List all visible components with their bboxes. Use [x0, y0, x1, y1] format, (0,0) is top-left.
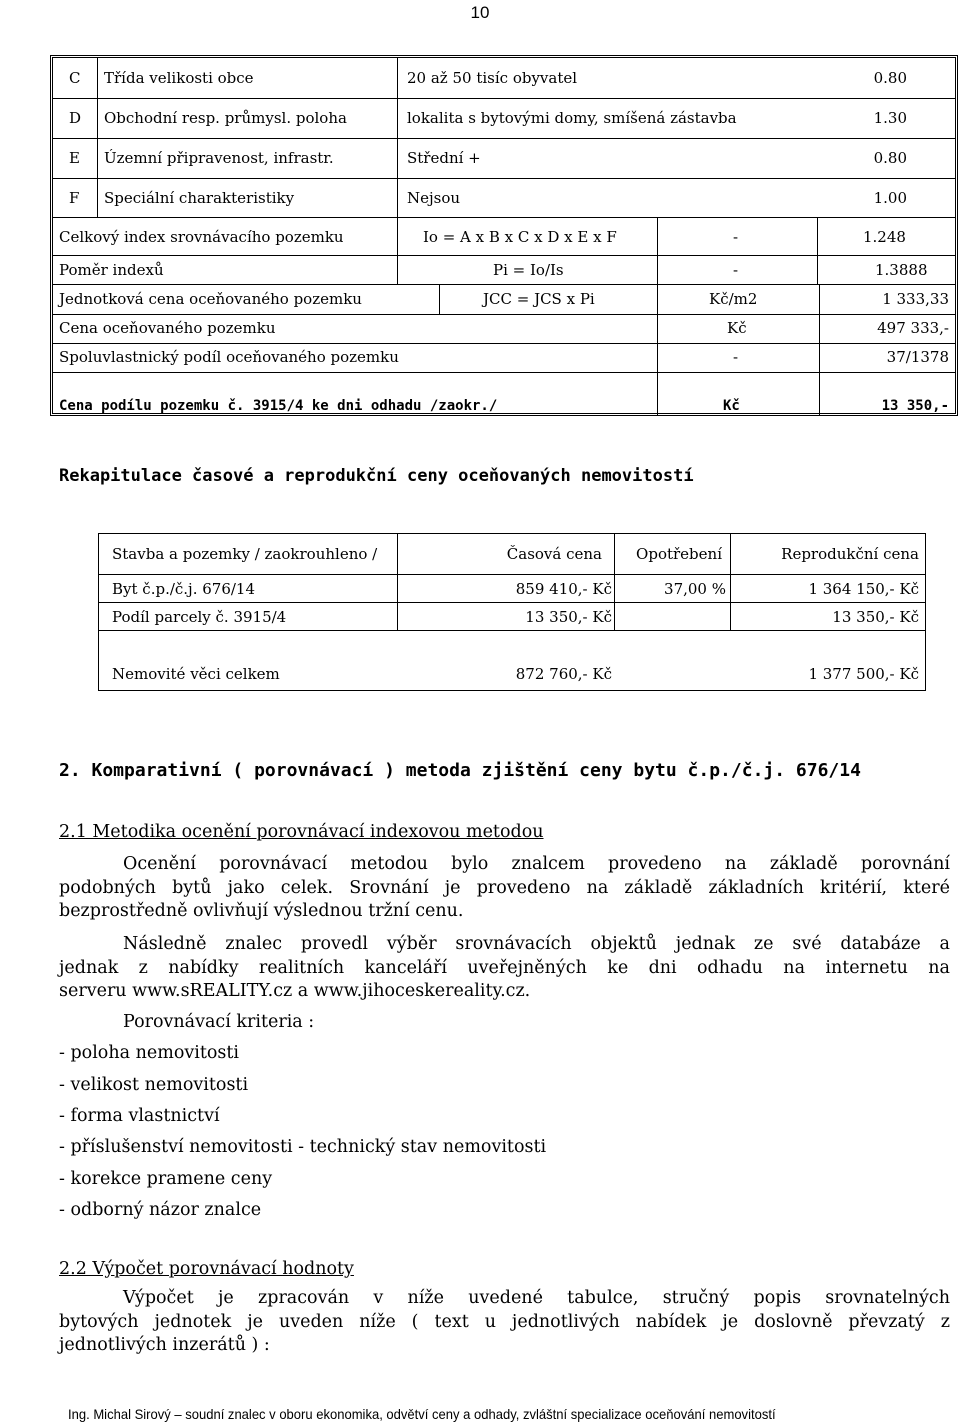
- row-label: Územní připravenost, infrastr.: [104, 149, 334, 167]
- share-value: 37/1378: [886, 348, 949, 366]
- recap-cell: 37,00 %: [664, 580, 726, 598]
- recap-cell: 13 350,- Kč: [525, 608, 612, 626]
- section-2-heading: 2. Komparativní ( porovnávací ) metoda zjištění ceny bytu č.p./č.j. 676/14: [59, 760, 861, 781]
- recap-table: [98, 533, 926, 691]
- paragraph-2: [59, 933, 950, 1004]
- total-index-label: Celkový index srovnávacího pozemku: [59, 228, 344, 246]
- unit-price-unit: Kč/m2: [709, 290, 758, 308]
- row-value: 0.80: [873, 149, 907, 167]
- text-line: Následně znalec provedl výběr srovnávacích objektů jednak ze své databáze a: [123, 934, 950, 954]
- recap-cell: 859 410,- Kč: [515, 580, 612, 598]
- total-index-value: 1.248: [863, 228, 906, 246]
- share-label: Spoluvlastnický podíl oceňovaného pozemku: [59, 348, 399, 366]
- criteria-item: - velikost nemovitosti: [59, 1075, 249, 1095]
- row-label: Obchodní resp. průmysl. poloha: [104, 109, 347, 127]
- unit-price-value: 1 333,33: [882, 290, 949, 308]
- index-table: [50, 55, 958, 416]
- criteria-title: Porovnávací kriteria :: [123, 1012, 315, 1032]
- row-label: Speciální charakteristiky: [104, 189, 295, 207]
- text-line: Ocenění porovnávací metodou bylo znalcem provedeno na základě porovnání: [123, 854, 950, 874]
- row-code: D: [69, 109, 82, 127]
- row-value: 1.00: [873, 189, 907, 207]
- ratio-label: Poměr indexů: [59, 261, 164, 279]
- text-line: jednotlivých inzerátů ) :: [59, 1335, 270, 1355]
- recap-total-repro-price: 1 377 500,- Kč: [808, 665, 919, 683]
- row-value: 1.30: [873, 109, 907, 127]
- row-value: 0.80: [873, 69, 907, 87]
- criteria-item: - příslušenství nemovitosti - technický stav nemovitosti: [59, 1137, 547, 1157]
- text-line: serveru www.sREALITY.cz a www.jihoceskereality.cz.: [59, 981, 531, 1001]
- row-desc: lokalita s bytovými domy, smíšená zástavba: [407, 109, 737, 127]
- row-code: E: [69, 149, 80, 167]
- text-line: podobných bytů jako celek. Srovnání je provedeno na základě základních kritérií, které: [59, 877, 950, 898]
- row-label: Třída velikosti obce: [104, 69, 254, 87]
- row-desc: Střední +: [407, 149, 481, 167]
- unit-price-label: Jednotková cena oceňovaného pozemku: [59, 290, 362, 308]
- row-code: C: [69, 69, 81, 87]
- ratio-unit: -: [733, 261, 739, 279]
- recap-header: Reprodukční cena: [781, 545, 919, 563]
- recap-header: Opotřebení: [636, 545, 722, 563]
- share-price-value: 13 350,-: [881, 398, 949, 414]
- page-footer: Ing. Michal Sirový – soudní znalec v oboru ekonomika, odvětví ceny a odhady, zvláštní specializace oceňování nemovitostí: [68, 1406, 776, 1422]
- recap-cell: Podíl parcely č. 3915/4: [112, 608, 287, 626]
- recap-cell: 13 350,- Kč: [832, 608, 919, 626]
- row-desc: Nejsou: [407, 189, 461, 207]
- land-price-value: 497 333,-: [877, 319, 949, 337]
- land-price-unit: Kč: [727, 319, 747, 337]
- recap-cell: Byt č.p./č.j. 676/14: [112, 580, 256, 598]
- row-desc: 20 až 50 tisíc obyvatel: [407, 69, 578, 87]
- section-2-1-title: 2.1 Metodika ocenění porovnávací indexovou metodou: [59, 822, 544, 842]
- row-code: F: [69, 189, 80, 207]
- recap-total-label: Nemovité věci celkem: [112, 665, 280, 683]
- recap-heading: Rekapitulace časové a reprodukční ceny oceňovaných nemovitostí: [59, 466, 694, 486]
- share-unit: -: [733, 348, 739, 366]
- total-index-unit: -: [733, 228, 739, 246]
- recap-cell: 1 364 150,- Kč: [808, 580, 919, 598]
- share-price-label: Cena podílu pozemku č. 3915/4 ke dni odhadu /zaokr./: [59, 398, 498, 414]
- criteria-item: - poloha nemovitosti: [59, 1043, 240, 1063]
- share-price-unit: Kč: [723, 398, 740, 414]
- page-number: 10: [470, 3, 490, 22]
- text-line: bytových jednotek je uveden níže ( text u jednotlivých nabídek je doslovně převzatý z: [59, 1311, 950, 1332]
- text-line: jednak z nabídky realitních kanceláří uveřejněných ke dni odhadu na internetu na: [59, 957, 950, 978]
- criteria-item: - korekce pramene ceny: [59, 1169, 273, 1189]
- total-index-formula: Io = A x B x C x D x E x F: [423, 228, 617, 246]
- recap-header: Časová cena: [506, 545, 602, 563]
- criteria-item: - forma vlastnictví: [59, 1106, 220, 1126]
- text-line: Výpočet je zpracován v níže uvedené tabulce, stručný popis srovnatelných: [123, 1288, 950, 1308]
- ratio-formula: Pi = Io/Is: [493, 261, 564, 279]
- criteria-item: - odborný názor znalce: [59, 1200, 262, 1220]
- unit-price-formula: JCC = JCS x Pi: [483, 290, 595, 308]
- ratio-value: 1.3888: [875, 261, 928, 279]
- land-price-label: Cena oceňovaného pozemku: [59, 319, 276, 337]
- paragraph-3: [59, 1287, 950, 1358]
- recap-header: Stavba a pozemky / zaokrouhleno /: [112, 545, 378, 563]
- section-2-2-title: 2.2 Výpočet porovnávací hodnoty: [59, 1259, 354, 1279]
- text-line: bezprostředně ovlivňují výslednou tržní cenu.: [59, 901, 464, 921]
- paragraph-1: [59, 853, 950, 924]
- recap-total-time-price: 872 760,- Kč: [515, 665, 612, 683]
